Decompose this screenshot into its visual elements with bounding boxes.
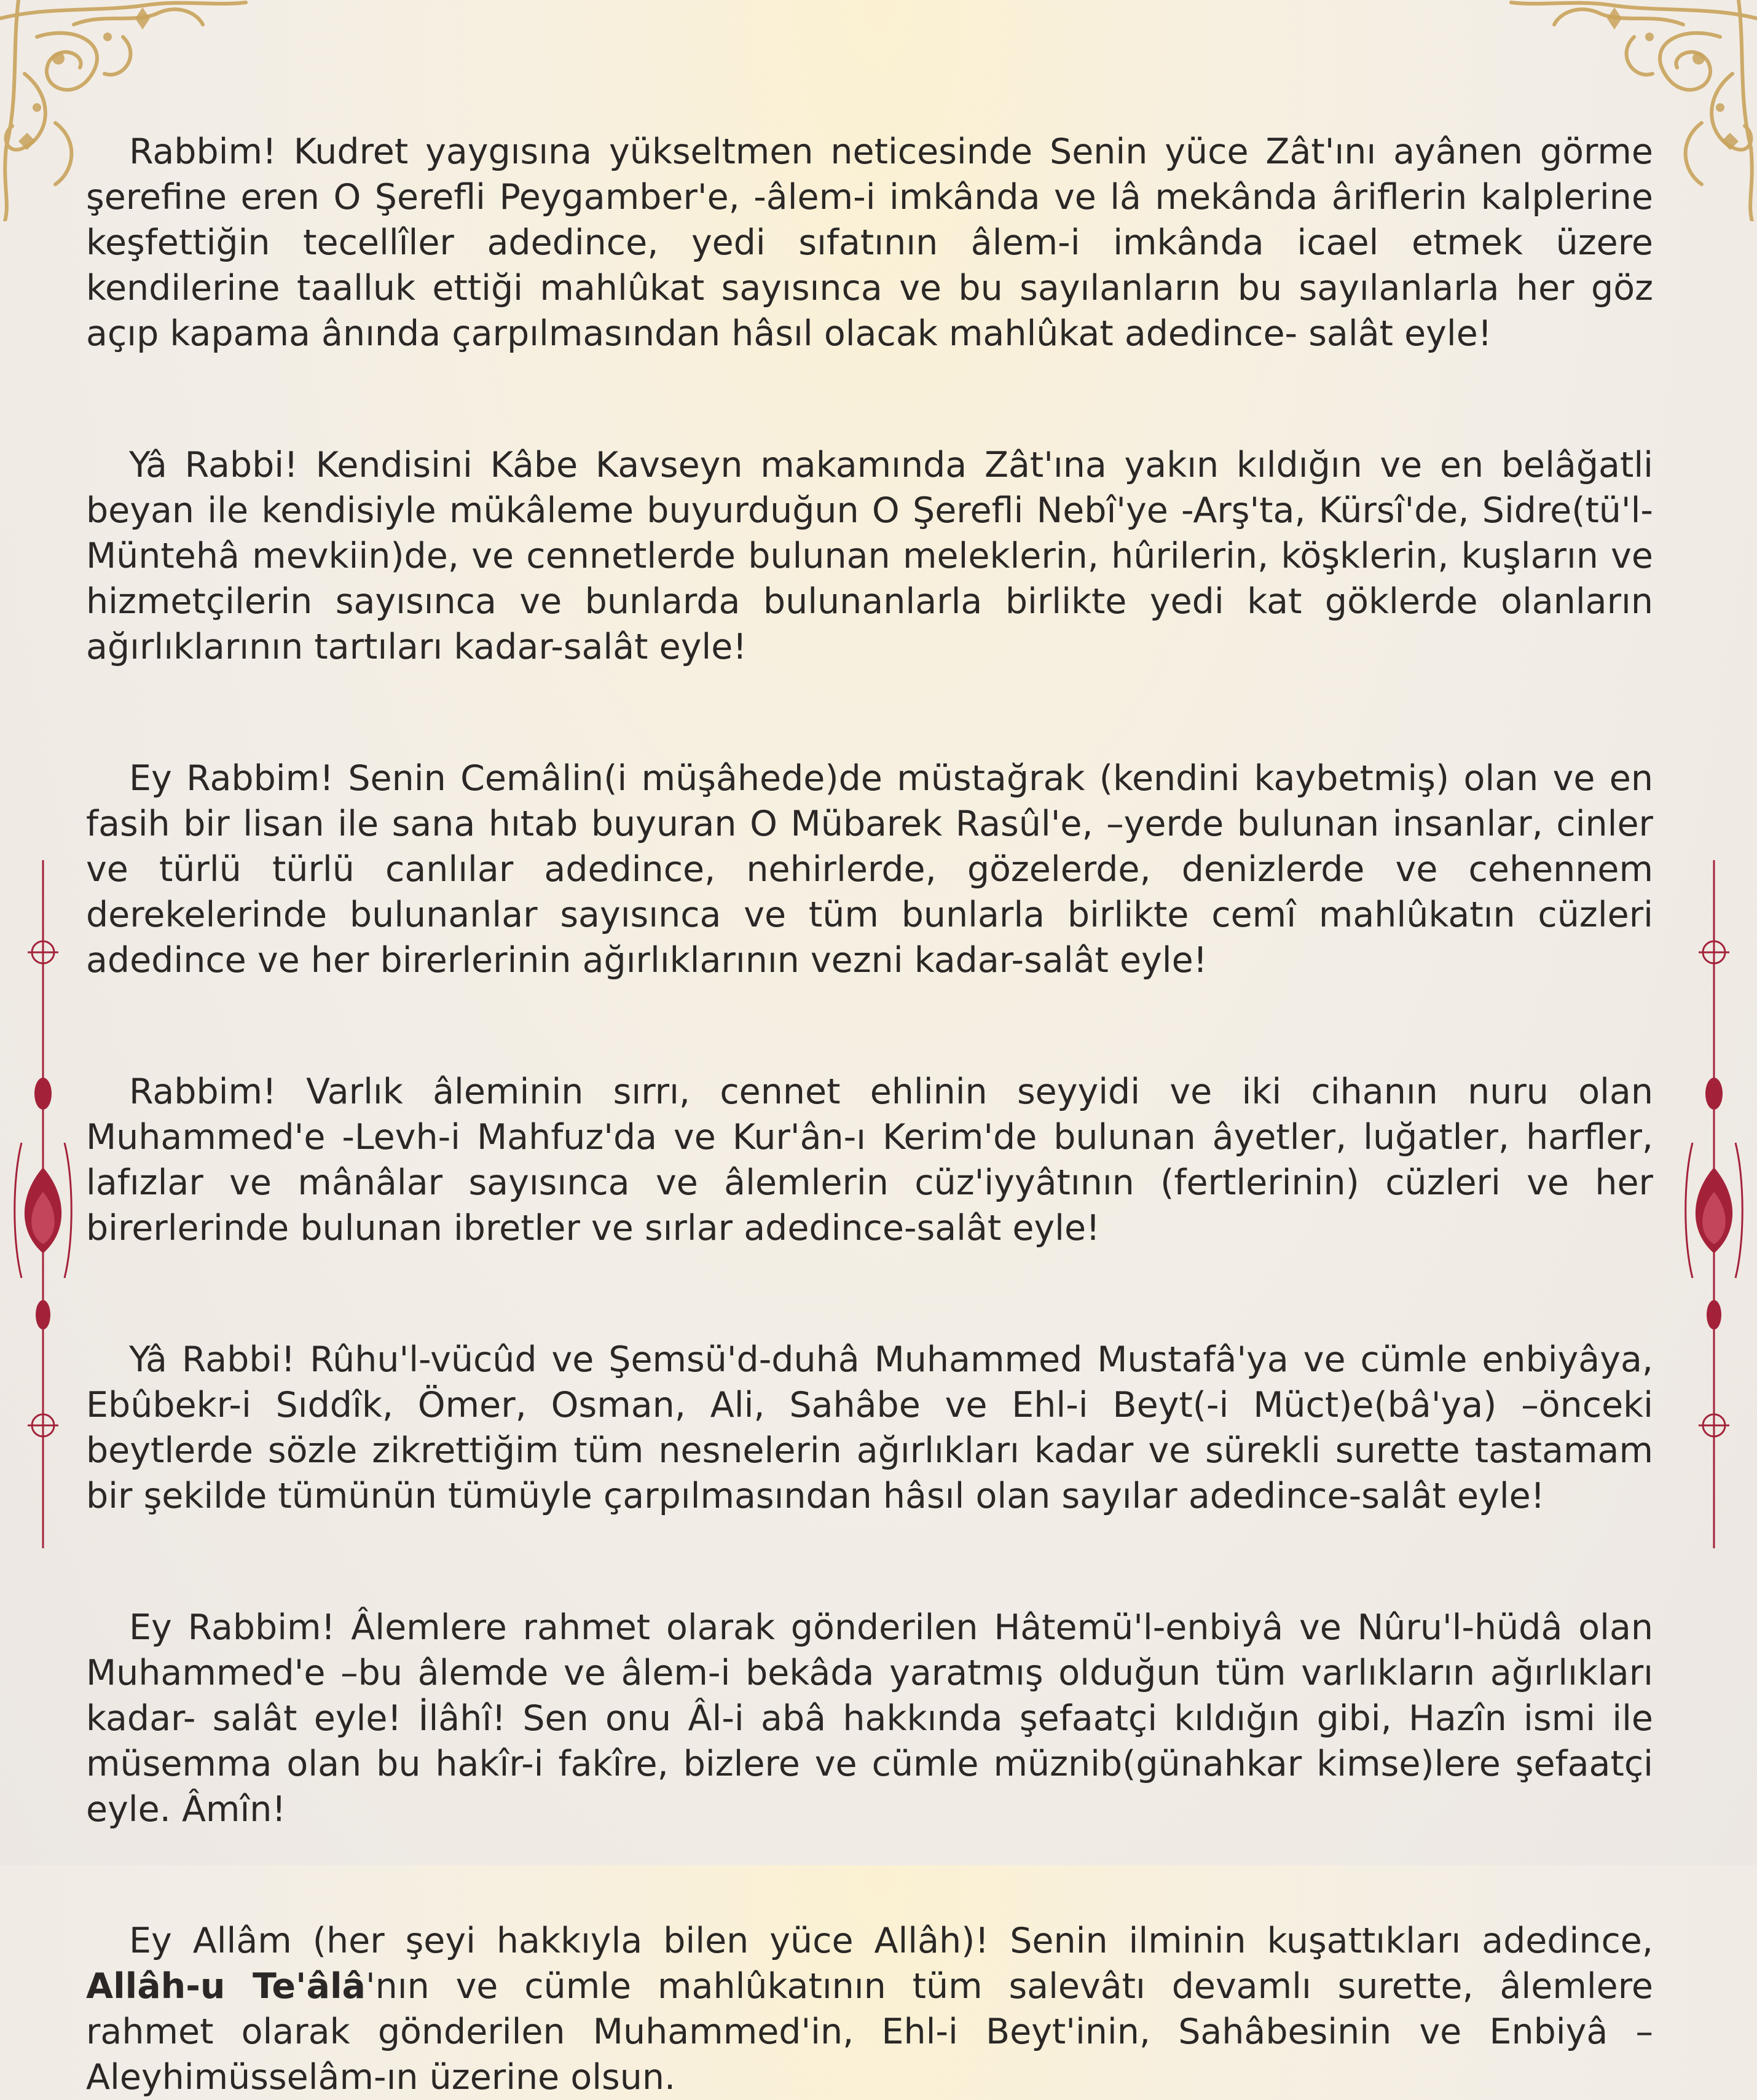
paragraph-2: Yâ Rabbi! Kendisini Kâbe Kavseyn makamında Zât'ına yakın kıldığın ve en belâğatli beyan ile kendisiyle mükâleme buyurduğun O Şerefli Nebî'ye -Arş'ta, Kürsî'de, Sidre(tü'l-Müntehâ mevkiin)de, ve cennetlerde bulunan meleklerin, hûrilerin, köşklerin, kuşların ve hizmetçilerin sayısınca ve bunlarda bulunanlarla birlikte yedi kat göklerde olanların ağırlıklarının tartıları kadar-salât eyle! (86, 445, 1653, 667)
paragraph-final (86, 1918, 1653, 2100)
paragraph-5: Yâ Rabbi! Rûhu'l-vücûd ve Şemsü'd-duhâ Muhammed Mustafâ'ya ve cümle enbiyâya, Ebûbekr-i Sıddîk, Ömer, Osman, Ali, Sahâbe ve Ehl-i Beyt(-i Müct)e(bâ'ya) –önceki beytlerde sözle zikrettiğim tüm nesnelerin ağırlıkları kadar ve sürekli surette tastamam bir şekilde tümünün tümüyle çarpılmasından hâsıl olan sayılar adedince-salât eyle! (86, 1339, 1653, 1516)
paragraph-6: Ey Rabbim! Âlemlere rahmet olarak gönderilen Hâtemü'l-enbiyâ ve Nûru'l-hüdâ olan Muhammed'e –bu âlemde ve âlem-i bekâda yaratmış olduğun tüm varlıkların ağırlıkları kadar- salât eyle! İlâhî! Sen onu Âl-i abâ hakkında şefaatçi kıldığın gibi, Hazîn ismi ile müsemma olan bu hakîr-i fakîre, bizlere ve cümle müznib(günahkar kimse)lere şefaatçi eyle. Âmîn! (86, 1607, 1653, 1830)
paragraph-4: Rabbim! Varlık âleminin sırrı, cennet ehlinin seyyidi ve iki cihanın nuru olan Muhammed'e -Levh-i Mahfuz'da ve Kur'ân-ı Kerim'de bulunan âyetler, luğatler, harfler, lafızlar ve mânâlar sayısınca ve âlemlerin cüz'iyyâtının (fertlerinin) cüzleri ve her birerlerinde bulunan ibretler ve sırlar adedince-salât eyle! (86, 1072, 1653, 1248)
side-ornament-right (1680, 860, 1748, 1548)
final-text-bold: Allâh-u Te'âlâ (86, 1966, 366, 2007)
paragraph-1: Rabbim! Kudret yaygısına yükseltmen neticesinde Senin yüce Zât'ını ayânen görme şerefine eren O Şerefli Peygamber'e, -âlem-i imkânda ve lâ mekânda âriflerin kalplerine keşfettiğin tecellîler adedince, yedi sıfatının âlem-i imkânda icael etmek üzere kendilerine taalluk ettiği mahlûkat sayısınca ve bu sayılanların bu sayılanlarla her göz açıp kapama ânında çarpılmasından hâsıl olacak mahlûkat adedince- salât eyle! (86, 131, 1653, 354)
prayer-text (86, 129, 1653, 2100)
final-text-end: 'nın ve cümle mahlûkatının tüm salevâtı devamlı surette, âlemlere rahmet olarak gönderilen Muhammed'in, Ehl-i Beyt'inin, Sahâbesinin ve Enbiyâ –Aleyhimüsselâm-ın üzerine olsun. (86, 1966, 1653, 2098)
paragraph-3: Ey Rabbim! Senin Cemâlin(i müşâhede)de müstağrak (kendini kaybetmiş) olan ve en fasih bir lisan ile sana hıtab buyuran O Mübarek Rasûl'e, –yerde bulunan insanlar, cinler ve türlü türlü canlılar adedince, nehirlerde, gözelerde, denizlerde ve cehennem derekelerinde bulunanlar sayısınca ve tüm bunlarla birlikte cemî mahlûkatın cüzleri adedince ve her birerlerinin ağırlıklarının vezni kadar-salât eyle! (86, 758, 1653, 981)
side-ornament-left (9, 860, 77, 1548)
final-text-start: Ey Allâm (her şeyi hakkıyla bilen yüce Allâh)! Senin ilminin kuşattıkları adedince, (129, 1921, 1653, 1961)
